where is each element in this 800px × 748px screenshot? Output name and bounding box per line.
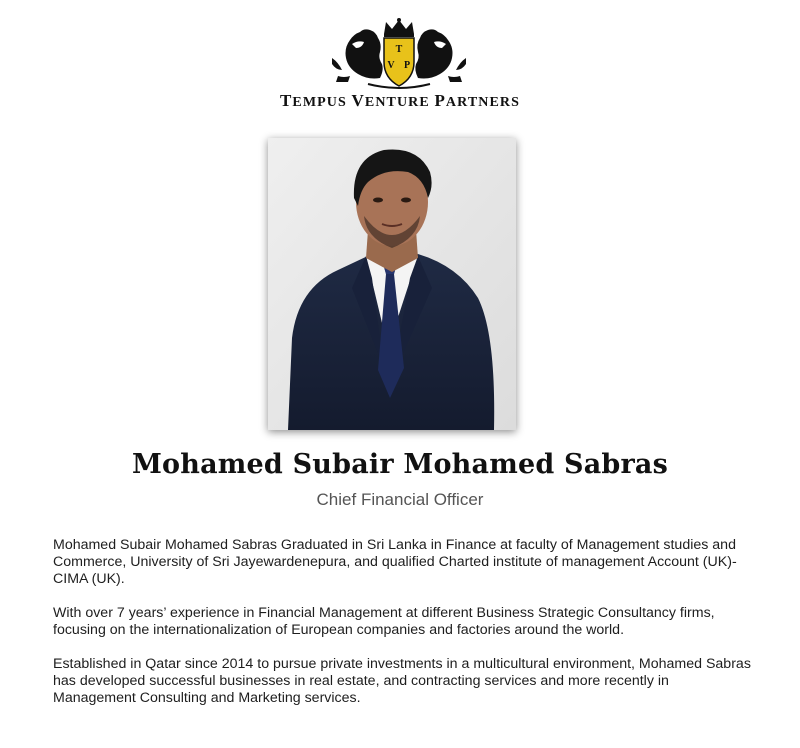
bio-paragraph: Mohamed Subair Mohamed Sabras Graduated in Sri Lanka in Finance at faculty of Management studies and Commerce, University of Sri Jayewardenepura, and qualified Charted institute of management Account (UK)-CIMA (UK). bbox=[53, 537, 737, 587]
crest-letter-t: T bbox=[395, 44, 403, 55]
brand-name bbox=[0, 91, 800, 111]
brand-initial-v: V bbox=[351, 91, 365, 110]
portrait-photo bbox=[268, 138, 516, 430]
brand-initial-t: T bbox=[279, 91, 293, 110]
bio-paragraph: Established in Qatar since 2014 to pursue private investments in a multicultural environment, Mohamed Sabras has developed successful businesses in real estate, and contracting services and more recently in Management Consulting and Marketing services. bbox=[53, 656, 751, 706]
person-role: Chief Financial Officer bbox=[316, 490, 484, 509]
profile-photo bbox=[268, 138, 516, 430]
bio-section bbox=[53, 537, 753, 724]
crest-letter-p: P bbox=[403, 60, 411, 71]
left-lion-icon bbox=[332, 29, 383, 82]
brand-text-3: ARTNERS bbox=[445, 95, 521, 110]
tvp-crest-icon bbox=[328, 18, 470, 90]
brand-text-2: ENTURE bbox=[364, 95, 435, 110]
brand-initial-p: P bbox=[434, 91, 446, 110]
company-logo bbox=[0, 18, 800, 110]
bio-paragraph: With over 7 years’ experience in Financial Management at different Business Strategic Consultancy firms, focusing on the internationalization of European companies and factories around the world. bbox=[53, 605, 715, 638]
brand-text-1: EMPUS bbox=[292, 95, 352, 110]
crown-icon bbox=[384, 18, 414, 37]
right-lion-icon bbox=[415, 29, 466, 82]
crest-letter-v: V bbox=[387, 60, 395, 71]
person-name: Mohamed Subair Mohamed Sabras bbox=[131, 449, 669, 480]
